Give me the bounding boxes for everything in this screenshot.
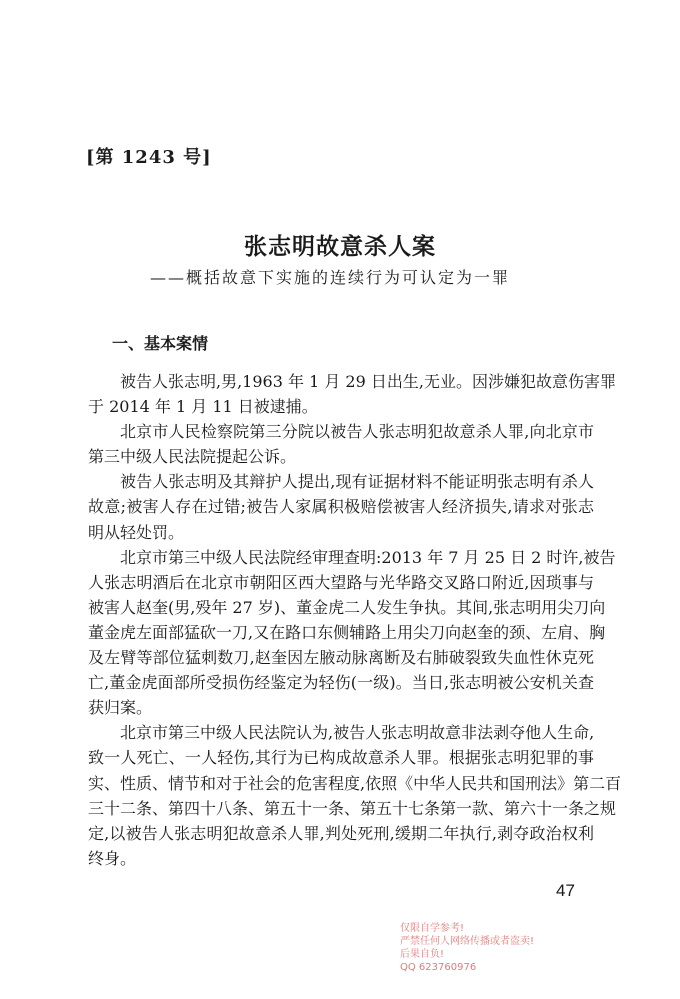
page-number: 47: [556, 881, 575, 900]
paragraph: [88, 369, 616, 419]
case-subtitle: ——概括故意下实施的连续行为可认定为一罪: [150, 268, 511, 287]
watermark-line: 仅限自学参考!: [400, 923, 465, 934]
body-text: [88, 369, 622, 871]
text-line: 获归案。: [88, 698, 153, 718]
text-line: 终身。: [88, 848, 137, 868]
case-title: 张志明故意杀人案: [244, 233, 436, 260]
text-line: 亡,董金虎面部所受损伤经鉴定为轻伤(一级)。当日,张志明被公安机关查: [88, 673, 594, 693]
section-heading: 一、基本案情: [112, 334, 209, 353]
text-line: 北京市第三中级人民法院认为,被告人张志明故意非法剥夺他人生命,: [120, 723, 595, 743]
text-line: 定,以被告人张志明犯故意杀人罪,判处死刑,缓期二年执行,剥夺政治权利: [88, 823, 594, 843]
text-line: 董金虎左面部猛砍一刀,又在路口东侧辅路上用尖刀向赵奎的颈、左肩、胸: [88, 622, 606, 642]
case-number: [第 1243 号]: [86, 147, 212, 168]
paragraph: [88, 720, 622, 871]
watermark-line: QQ 623760976: [400, 962, 477, 973]
text-line: 三十二条、第四十八条、第五十一条、第五十七条第一款、第六十一条之规: [88, 798, 617, 818]
paragraph: [88, 545, 616, 721]
text-line: 明从轻处罚。: [88, 522, 185, 542]
text-line: 北京市第三中级人民法院经审理查明:2013 年 7 月 25 日 2 时许,被告: [120, 547, 616, 567]
text-line: 致一人死亡、一人轻伤,其行为已构成故意杀人罪。根据张志明犯罪的事: [88, 748, 594, 768]
watermark-line: 后果自负!: [400, 949, 445, 960]
text-line: 实、性质、情节和对于社会的危害程度,依照《中华人民共和国刑法》第二百: [88, 773, 622, 793]
text-line: 于 2014 年 1 月 11 日被逮捕。: [88, 397, 318, 417]
text-line: 被害人赵奎(男,殁年 27 岁)、董金虎二人发生争执。其间,张志明用尖刀向: [88, 597, 606, 617]
paragraph: [88, 469, 594, 544]
text-line: 故意;被害人存在过错;被告人家属积极赔偿被害人经济损失,请求对张志: [88, 497, 594, 517]
text-line: 第三中级人民法院提起公诉。: [88, 447, 297, 467]
watermark: [400, 922, 534, 974]
text-line: 人张志明酒后在北京市朝阳区西大望路与光华路交叉路口附近,因琐事与: [88, 572, 594, 592]
watermark-line: 严禁任何人网络传播或者盗卖!: [400, 936, 535, 947]
text-line: 及左臂等部位猛刺数刀,赵奎因左腋动脉离断及右肺破裂致失血性休克死: [88, 648, 594, 668]
text-line: 被告人张志明,男,1963 年 1 月 29 日出生,无业。因涉嫌犯故意伤害罪: [120, 372, 616, 391]
text-line: 被告人张志明及其辩护人提出,现有证据材料不能证明张志明有杀人: [120, 472, 594, 492]
paragraph: [88, 419, 594, 469]
text-line: 北京市人民检察院第三分院以被告人张志明犯故意杀人罪,向北京市: [120, 422, 594, 442]
